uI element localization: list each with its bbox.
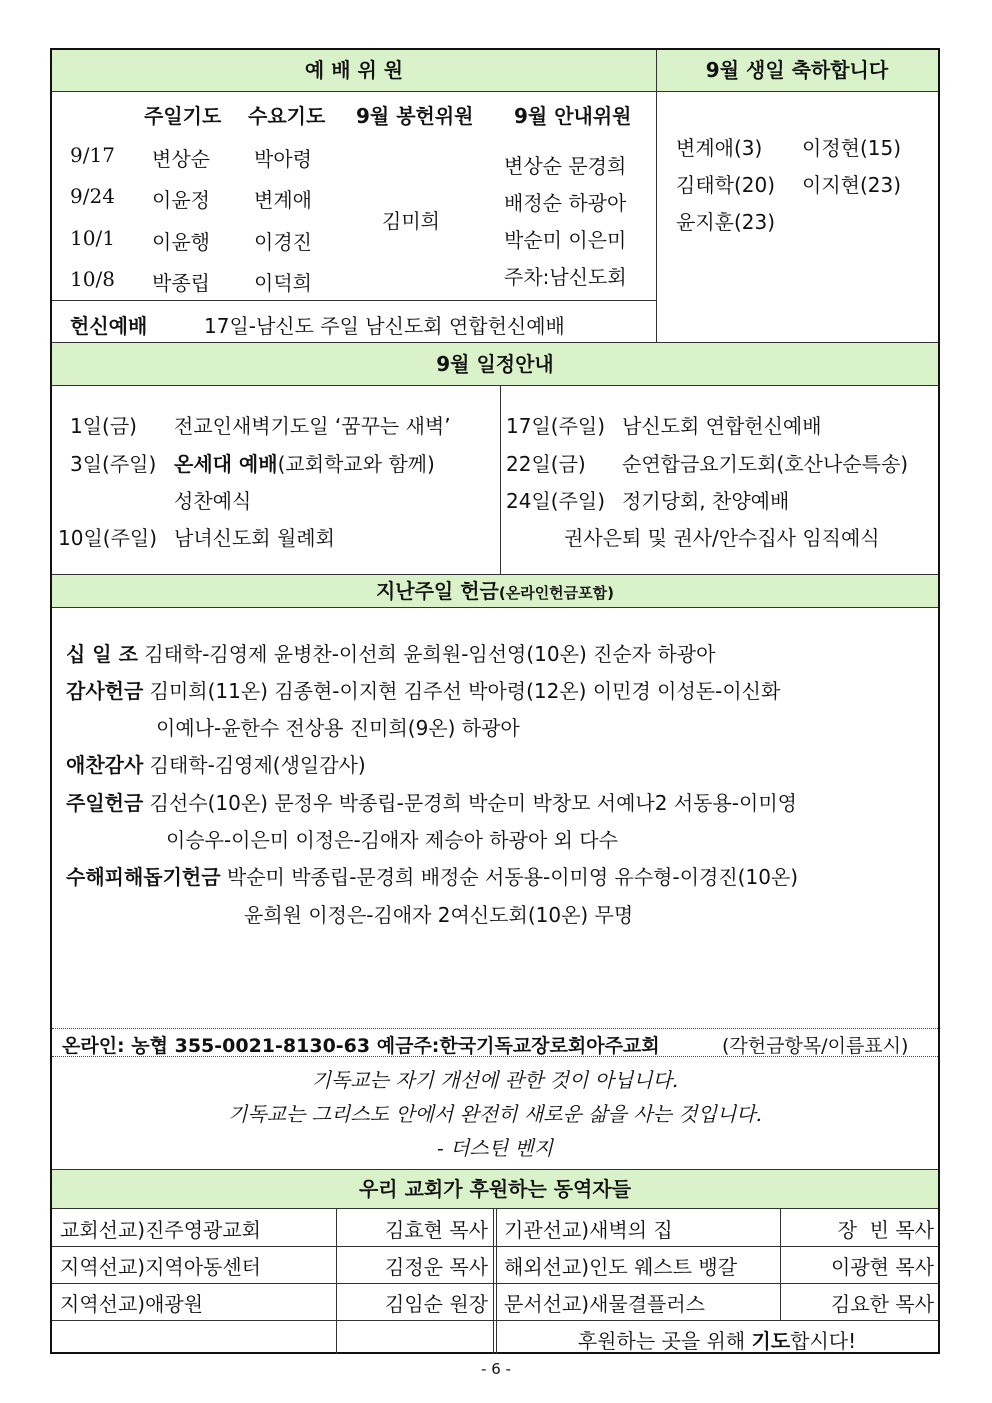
schedule-text: 전교인새벽기도일 ‘꿈꾸는 새벽’: [174, 414, 451, 438]
quote-author: - 더스틴 벤지: [436, 1136, 554, 1160]
divider: [52, 1283, 938, 1284]
offering-label: 수해피해돕기헌금: [66, 865, 221, 889]
birthday-header: [656, 50, 938, 92]
sunday-prayer-name: 이윤정: [152, 188, 210, 212]
date: 9/24: [70, 184, 115, 208]
sunday-prayer-name: 이윤행: [152, 230, 210, 254]
offering-label: 감사헌금: [66, 679, 144, 703]
schedule-text: 정기당회, 찬양예배: [622, 489, 790, 513]
support-header-text: 우리 교회가 후원하는 동역자들: [358, 1177, 632, 1201]
schedule-text: 권사은퇴 및 권사/안수집사 임직예식: [564, 526, 880, 550]
offering-line: [66, 861, 798, 890]
support-org: 문서선교)새물결플러스: [504, 1292, 706, 1316]
schedule-text: 성찬예식: [174, 489, 252, 513]
support-person: 장 빈 목사: [837, 1218, 934, 1242]
usher-row: 주차:남신도회: [504, 265, 627, 289]
schedule-header: [52, 342, 938, 386]
page-number: - 6 -: [481, 1360, 511, 1378]
offering-line: [66, 787, 797, 816]
schedule-header-text: 9월 일정안내: [436, 352, 554, 376]
date: 10/8: [70, 267, 115, 291]
offering-line: [66, 638, 715, 667]
divider: [336, 1209, 337, 1354]
online-note: (각헌금항목/이름표시): [722, 1035, 909, 1057]
sunday-prayer-name: 변상순: [152, 147, 210, 171]
col-sunday-prayer: 주일기도: [144, 104, 222, 128]
quote-line: 기독교는 자기 개선에 관한 것이 아닙니다.: [311, 1068, 679, 1092]
schedule-text: [174, 448, 435, 477]
schedule-bold: 온세대 예배: [174, 452, 278, 476]
offering-line: [66, 749, 366, 778]
birthday-name: 윤지훈(23): [676, 210, 776, 234]
schedule-text: 남신도회 연합헌신예배: [622, 414, 822, 438]
birthday-header-text: 9월 생일 축하합니다: [705, 58, 889, 82]
col-ushers: 9월 안내위원: [514, 104, 632, 128]
birthday-name: 이지현(23): [802, 173, 902, 197]
schedule-date: 3일(주일): [70, 452, 157, 476]
schedule-date: 1일(금): [70, 414, 137, 438]
offering-member: 김미희: [382, 209, 440, 233]
offering-header-note: (온라인헌금포함): [498, 584, 615, 602]
usher-row: 박순미 이은미: [504, 228, 627, 252]
offering-header-text: 지난주일 헌금: [375, 579, 499, 603]
bulletin-page: [50, 48, 940, 1354]
divider: [52, 1028, 938, 1029]
schedule-date: 10일(주일): [58, 526, 158, 550]
birthday-name: 김태학(20): [676, 173, 776, 197]
offering-names: 김태학-김영제(생일감사): [149, 753, 366, 777]
offering-line: 이예나-윤한수 전상용 진미희(9온) 하광아: [156, 716, 520, 740]
closing-text: 합시다!: [790, 1329, 857, 1353]
divider: [500, 386, 501, 574]
wed-prayer-name: 변계애: [254, 188, 312, 212]
support-person: 김요한 목사: [831, 1292, 934, 1316]
offering-names: 김태학-김영제 윤병찬-이선희 윤희원-임선영(10온) 진순자 하광아: [144, 642, 716, 666]
schedule-text: 순연합금요기도회(호산나순특송): [622, 452, 909, 476]
closing-text: 후원하는 곳을 위해: [577, 1329, 752, 1353]
quote-line: 기독교는 그리스도 안에서 완전히 새로운 삶을 사는 것입니다.: [228, 1102, 762, 1126]
schedule-date: 17일(주일): [506, 414, 606, 438]
offering-line: 이승우-이은미 이정은-김애자 제승아 하광아 외 다수: [166, 828, 618, 852]
worship-header-text: 예 배 위 원: [304, 58, 404, 82]
offering-names: 김선수(10온) 문정우 박종립-문경희 박순미 박창모 서예나2 서동용-이미영: [149, 791, 797, 815]
wed-prayer-name: 이덕희: [254, 271, 312, 295]
worship-header: [52, 50, 656, 92]
date: 10/1: [70, 226, 115, 250]
offering-line: 윤희원 이정은-김애자 2여신도회(10온) 무명: [244, 903, 634, 927]
dedication-text: 17일-남신도 주일 남신도회 연합헌신예배: [204, 314, 565, 338]
support-header: [52, 1169, 938, 1209]
support-person: 김정운 목사: [385, 1255, 488, 1279]
divider: [52, 1056, 938, 1057]
offering-label: 십 일 조: [66, 642, 138, 666]
offering-label: 주일헌금: [66, 791, 144, 815]
usher-row: 변상순 문경희: [504, 154, 627, 178]
support-person: 김효현 목사: [385, 1218, 488, 1242]
date: 9/17: [70, 143, 115, 167]
col-offering: 9월 봉헌위원: [356, 104, 474, 128]
birthday-name: 이정현(15): [802, 136, 902, 160]
sunday-prayer-name: 박종립: [152, 271, 210, 295]
dedication-label: 헌신예배: [70, 314, 148, 338]
online-account: 온라인: 농협 355-0021-8130-63 예금주:한국기독교장로회아주교회: [62, 1035, 660, 1057]
schedule-date: 22일(금): [506, 452, 586, 476]
usher-row: 배정순 하광아: [504, 191, 627, 215]
col-wed-prayer: 수요기도: [248, 104, 326, 128]
support-org: 지역선교)지역아동센터: [60, 1255, 262, 1279]
wed-prayer-name: 박아령: [254, 147, 312, 171]
divider: [52, 1246, 938, 1247]
schedule-text: 남녀신도회 월례회: [174, 526, 335, 550]
offering-header: [52, 574, 938, 608]
support-closing: [496, 1325, 938, 1354]
divider: [52, 300, 656, 301]
support-org: 지역선교)애광원: [60, 1292, 204, 1316]
schedule-date: 24일(주일): [506, 489, 606, 513]
wed-prayer-name: 이경진: [254, 230, 312, 254]
support-person: 김임순 원장: [385, 1292, 488, 1316]
offering-line: [66, 675, 780, 704]
closing-bold: 기도: [751, 1329, 791, 1353]
offering-names: 김미희(11온) 김종현-이지현 김주선 박아령(12온) 이민경 이성돈-이신화: [149, 679, 781, 703]
divider: [780, 1209, 781, 1320]
offering-label: 애찬감사: [66, 753, 144, 777]
schedule-rest: (교회학교와 함께): [277, 452, 435, 476]
divider: [52, 1320, 938, 1321]
support-org: 해외선교)인도 웨스트 뱅갈: [504, 1255, 738, 1279]
support-person: 이광현 목사: [831, 1255, 934, 1279]
birthday-name: 변계애(3): [676, 136, 763, 160]
offering-names: 박순미 박종립-문경희 배정순 서동용-이미영 유수형-이경진(10온): [226, 865, 799, 889]
divider: [493, 1209, 494, 1354]
support-org: 교회선교)진주영광교회: [60, 1218, 262, 1242]
support-org: 기관선교)새벽의 집: [504, 1218, 673, 1242]
divider: [656, 50, 657, 342]
